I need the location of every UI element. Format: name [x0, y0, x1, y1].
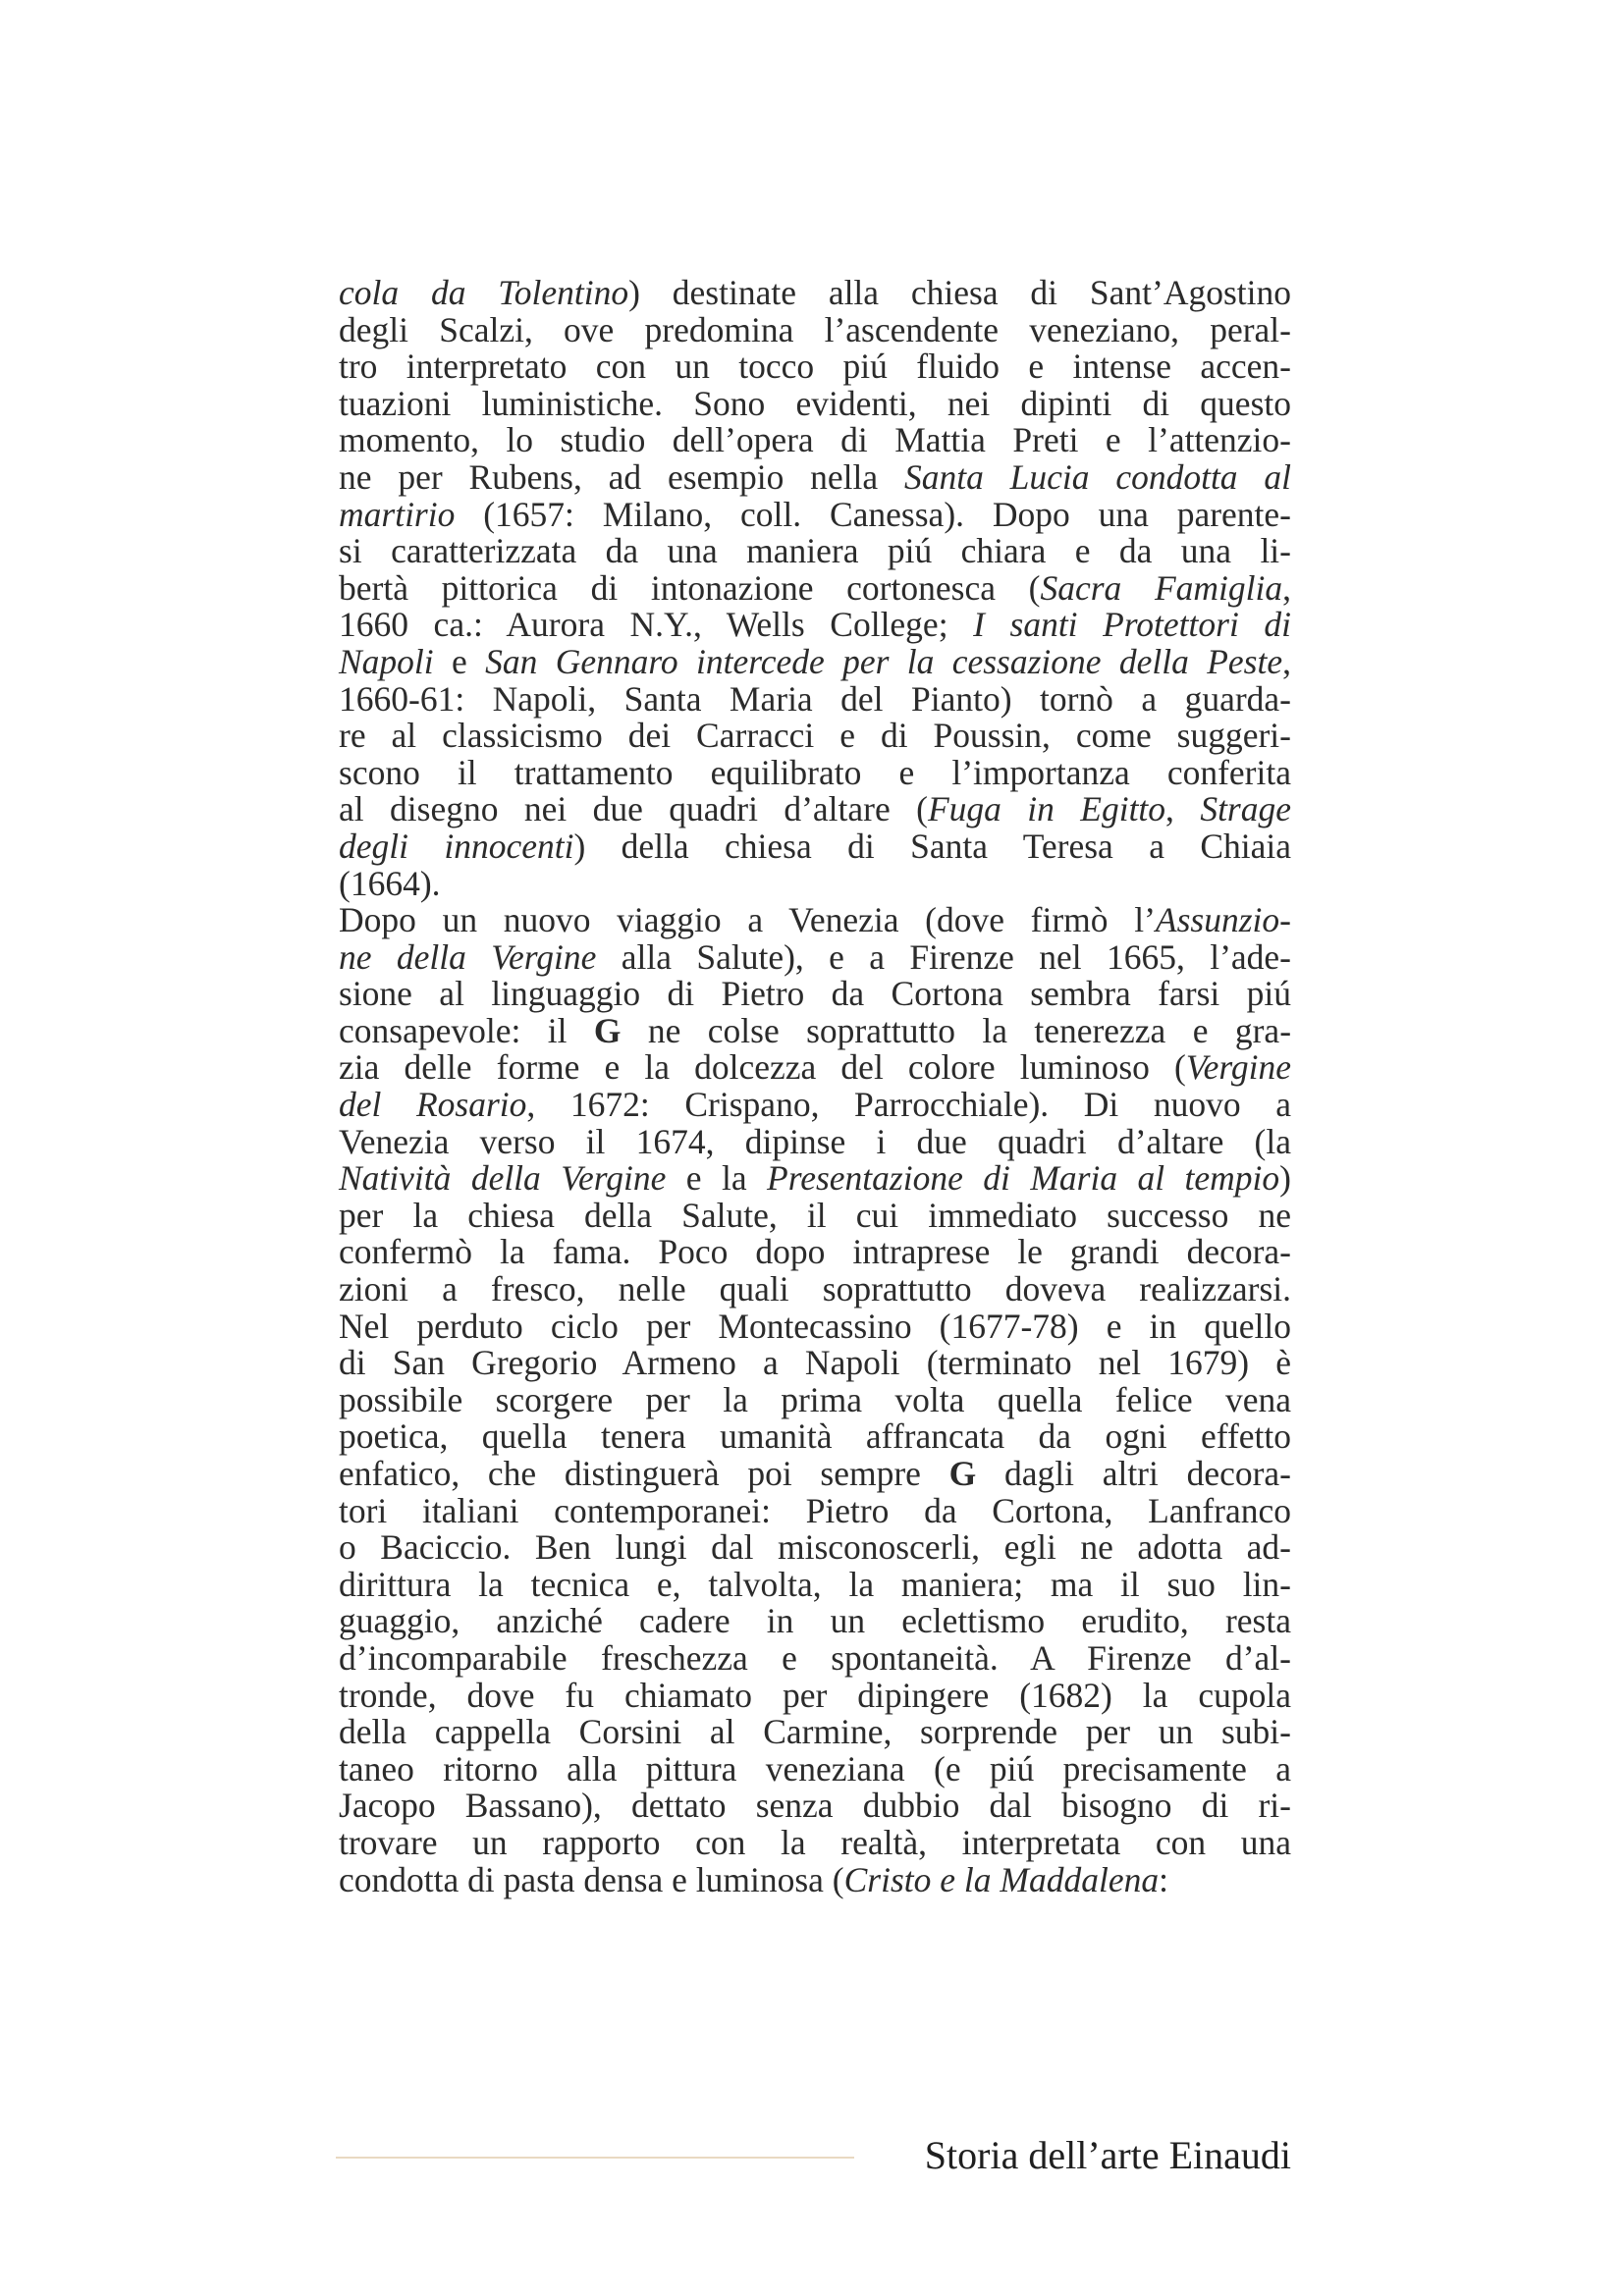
text-segment: taneo ritorno alla pittura veneziana (e piú precisamente a: [339, 1748, 1291, 1789]
text-line: [339, 1121, 1291, 1161]
text-segment: ne colse soprattutto la tenerezza e gra-: [621, 1010, 1292, 1050]
text-line: [339, 828, 1291, 866]
text-segment: ): [1279, 1158, 1291, 1199]
text-line: [339, 1564, 1291, 1604]
italic-title-text: Fuga in Egitto: [927, 789, 1166, 829]
italic-title-text: Presentazione di Maria al tempio: [767, 1158, 1280, 1199]
text-line: [339, 348, 1291, 386]
text-line: [339, 1637, 1291, 1678]
text-segment: condotta di pasta densa e luminosa (: [339, 1859, 844, 1899]
italic-title-text: del Rosario: [339, 1085, 527, 1125]
text-line: [339, 718, 1291, 755]
text-line: [339, 1714, 1291, 1751]
bold-initial-text: G: [593, 1010, 622, 1050]
italic-title-text: San Gennaro intercede per la cessazione della Peste: [485, 641, 1283, 681]
text-segment: di San Gregorio Armeno a Napoli (terminato nel 1679) è: [339, 1343, 1291, 1383]
text-segment: alla Salute), e a Firenze nel 1665, l’ade-: [596, 936, 1291, 977]
text-segment: 1660-61: Napoli, Santa Maria del Pianto) tornò a guarda-: [339, 678, 1291, 719]
text-segment: momento, lo studio dell’opera di Mattia Preti e l’attenzio-: [339, 420, 1291, 460]
text-line: [339, 1748, 1291, 1789]
text-segment: ) della chiesa di Santa Teresa a Chiaia: [573, 826, 1291, 866]
text-segment: ) destinate alla chiesa di Sant’Agostino: [628, 273, 1291, 312]
text-line: [339, 1859, 1291, 1899]
text-line: [339, 1822, 1291, 1862]
italic-title-text: Napoli: [339, 641, 434, 681]
text-line: [339, 1456, 1291, 1493]
text-line: [339, 1308, 1291, 1346]
text-segment: confermò la fama. Poco dopo intraprese le grandi decora-: [339, 1232, 1291, 1272]
text-line: [339, 1788, 1291, 1825]
text-segment: degli Scalzi, ove predomina l’ascendente veneziano, peral-: [339, 309, 1291, 349]
body-text: [339, 275, 1291, 2061]
text-line: [339, 309, 1291, 349]
text-line: [339, 641, 1291, 681]
italic-title-text: ne della Vergine: [339, 936, 597, 977]
text-segment: tro interpretato con un tocco piú fluido e intense accen-: [339, 347, 1291, 387]
text-segment: o Baciccio. Ben lungi dal misconoscerli, egli ne adotta ad-: [339, 1527, 1291, 1568]
text-segment: ,: [1282, 641, 1291, 681]
text-line: [339, 1603, 1291, 1640]
text-line: [339, 607, 1291, 644]
text-line: [339, 678, 1291, 719]
italic-title-text: Strage: [1200, 789, 1291, 829]
text-segment: Jacopo Bassano), dettato senza dubbio dal bisogno di ri-: [339, 1786, 1291, 1826]
text-segment: e: [433, 641, 486, 681]
text-segment: zioni a fresco, nelle quali soprattutto doveva realizzarsi.: [339, 1269, 1291, 1309]
text-segment: della cappella Corsini al Carmine, sorprende per un subi-: [339, 1712, 1291, 1752]
text-line: [339, 1049, 1291, 1087]
italic-title-text: Vergine: [1185, 1047, 1291, 1088]
text-line: [339, 1490, 1291, 1530]
text-line: [339, 791, 1291, 828]
text-segment: , 1672: Crispano, Parrocchiale). Di nuovo a: [526, 1085, 1291, 1125]
text-segment: dirittura la tecnica e, talvolta, la maniera; ma il suo lin-: [339, 1564, 1291, 1604]
text-line: [339, 1087, 1291, 1124]
text-segment: scono il trattamento equilibrato e l’importanza conferita: [339, 752, 1291, 792]
text-line: [339, 533, 1291, 570]
italic-title-text: Sacra Famiglia: [1040, 567, 1283, 608]
text-segment: zia delle forme e la dolcezza del colore luminoso (: [339, 1047, 1186, 1088]
text-segment: 1660 ca.: Aurora N.Y., Wells College;: [339, 605, 974, 645]
text-line: [339, 936, 1291, 977]
italic-title-text: I santi Protettori di: [973, 605, 1291, 645]
text-segment: (1664).: [339, 863, 441, 903]
text-segment: dagli altri decora-: [976, 1454, 1291, 1493]
text-line: [339, 1271, 1291, 1308]
text-segment: poetica, quella tenera umanità affrancata da ogni effetto: [339, 1416, 1291, 1457]
text-line: [339, 752, 1291, 792]
text-segment: bertà pittorica di intonazione cortonesca (: [339, 567, 1041, 608]
text-line: [339, 976, 1291, 1013]
text-line: [339, 1529, 1291, 1567]
text-segment: guaggio, anziché cadere in un eclettismo erudito, resta: [339, 1601, 1291, 1641]
footer-title: Storia dell’arte Einaudi: [924, 2133, 1291, 2177]
text-line: [339, 1379, 1291, 1419]
text-segment: ,: [1165, 789, 1201, 829]
text-segment: re al classicismo dei Carracci e di Poussin, come suggeri-: [339, 716, 1291, 756]
italic-title-text: cola da Tolentino: [339, 273, 629, 312]
text-segment: per la chiesa della Salute, il cui immediato successo ne: [339, 1195, 1291, 1235]
text-line: [339, 567, 1292, 608]
footer-rule: [336, 2157, 854, 2159]
text-line: [339, 1195, 1291, 1235]
text-segment: sione al linguaggio di Pietro da Cortona sembra farsi piú: [339, 974, 1291, 1014]
text-segment: Venezia verso il 1674, dipinse i due quadri d’altare (la: [339, 1121, 1291, 1161]
text-segment: (1657: Milano, coll. Canessa). Dopo una parente-: [455, 494, 1291, 534]
text-segment: al disegno nei due quadri d’altare (: [339, 789, 928, 829]
text-segment: enfatico, che distinguerà poi sempre: [339, 1454, 949, 1493]
text-line: [339, 1418, 1291, 1456]
text-segment: consapevole: il: [339, 1010, 594, 1050]
text-segment: trovare un rapporto con la realtà, interpretata con una: [339, 1822, 1291, 1862]
text-segment: tuazioni luministiche. Sono evidenti, nei dipinti di questo: [339, 383, 1291, 423]
italic-title-text: degli innocenti: [339, 826, 574, 866]
italic-title-text: Natività della Vergine: [339, 1158, 667, 1199]
text-line: [339, 494, 1291, 534]
text-segment: Nel perduto ciclo per Montecassino (1677-78) e in quello: [339, 1306, 1291, 1346]
text-line: [339, 275, 1291, 312]
text-line: [339, 1675, 1291, 1715]
text-segment: ne per Rubens, ad esempio nella: [339, 456, 904, 497]
text-segment: e la: [666, 1158, 768, 1199]
text-segment: :: [1159, 1859, 1168, 1899]
italic-title-text: Cristo e la Maddalena: [843, 1859, 1160, 1899]
text-line: [339, 1234, 1291, 1271]
text-line: [339, 902, 1291, 939]
text-segment: tori italiani contemporanei: Pietro da Cortona, Lanfranco: [339, 1490, 1291, 1530]
italic-title-text: Assunzio-: [1155, 900, 1291, 940]
text-segment: Dopo un nuovo viaggio a Venezia (dove firmò l’: [339, 900, 1156, 940]
text-segment: d’incomparabile freschezza e spontaneità. A Firenze d’al-: [339, 1637, 1291, 1678]
italic-title-text: martirio: [339, 494, 456, 534]
text-segment: possibile scorgere per la prima volta quella felice vena: [339, 1379, 1291, 1419]
italic-title-text: Santa Lucia condotta al: [903, 456, 1291, 497]
text-line: [339, 1010, 1292, 1050]
text-line: [339, 1160, 1291, 1198]
text-line: [339, 1345, 1291, 1382]
text-segment: tronde, dove fu chiamato per dipingere (1682) la cupola: [339, 1675, 1291, 1715]
text-segment: si caratterizzata da una maniera piú chiara e da una li-: [339, 531, 1291, 571]
text-line: [339, 383, 1291, 423]
text-line: [339, 456, 1291, 497]
text-line: [339, 863, 1291, 903]
text-segment: ,: [1282, 567, 1292, 608]
text-line: [339, 422, 1291, 459]
bold-initial-text: G: [948, 1454, 977, 1493]
